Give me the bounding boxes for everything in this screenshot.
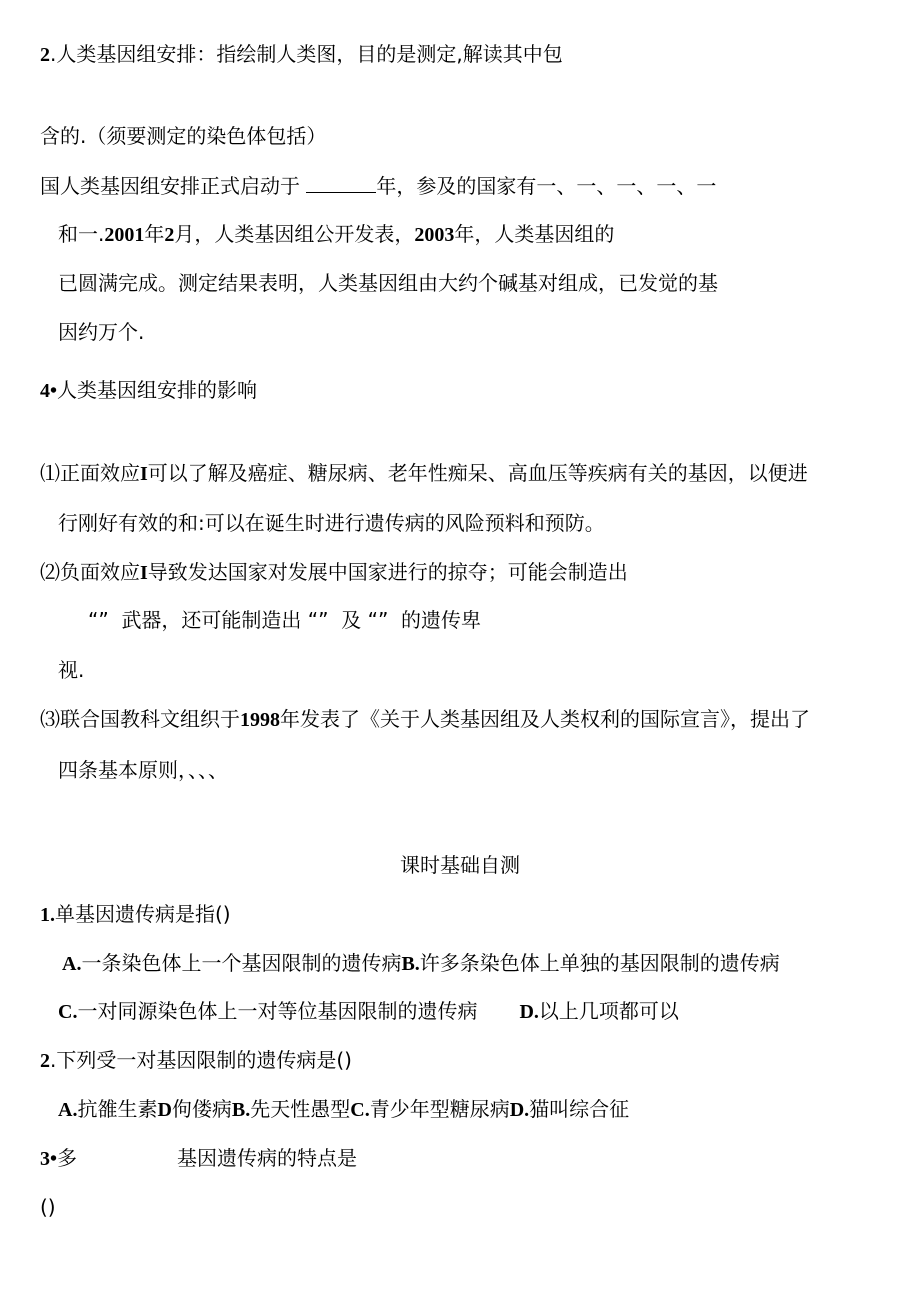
item-number: 2 bbox=[40, 44, 50, 66]
question-2-options bbox=[58, 1096, 629, 1123]
line-text: 导致发达国家对发展中国家进行的掠夺；可能会制造出 bbox=[147, 560, 628, 584]
question-2 bbox=[40, 1047, 352, 1074]
line-text: 年 bbox=[144, 222, 165, 246]
answer-bracket: () bbox=[40, 1195, 56, 1219]
line-human-genome-plan bbox=[40, 41, 563, 68]
line-text: 含的.（须要测定的染色体包括） bbox=[40, 124, 327, 148]
line-principles bbox=[58, 757, 228, 783]
line-weapons bbox=[88, 607, 481, 633]
option-label: A. bbox=[58, 1099, 78, 1121]
line-text: 月，人类基因组公开发表， bbox=[174, 222, 415, 246]
line-gene-count bbox=[58, 319, 144, 345]
line-text: 年，参及的国家有一、一、一、一、一 bbox=[376, 174, 717, 198]
line-impact-heading bbox=[40, 377, 257, 404]
option-text: 一条染色体上一个基因限制的遗传病 bbox=[81, 951, 402, 975]
option-text: 佝偻病 bbox=[171, 1097, 232, 1121]
option-text: 青少年型糖尿病 bbox=[369, 1097, 510, 1121]
option-label: D. bbox=[509, 1099, 530, 1121]
fill-blank bbox=[306, 174, 376, 193]
option-label: A. bbox=[62, 953, 82, 975]
option-label: B. bbox=[231, 1099, 251, 1121]
line-text: ⑵负面效应 bbox=[40, 560, 140, 584]
line-text: 四条基本原则，、、、 bbox=[58, 758, 228, 782]
line-text: 和一. bbox=[58, 222, 105, 246]
line-positive-effect-cont bbox=[58, 510, 605, 536]
line-text: 视. bbox=[58, 658, 85, 682]
line-text: 行刚好有效的和:可以在诞生时进行遗传病的风险预料和预防。 bbox=[58, 511, 605, 535]
question-1-options-ab bbox=[62, 950, 780, 977]
year-number: 2001 bbox=[104, 224, 145, 246]
option-text: 抗雒生素 bbox=[77, 1097, 158, 1121]
month-number: 2 bbox=[164, 224, 175, 246]
line-discrimination bbox=[58, 657, 84, 683]
line-text: .人类基因组安排：指绘制人类图，目的是测定,解读其中包 bbox=[50, 42, 563, 66]
question-text: 基因遗传病的特点是 bbox=[177, 1146, 358, 1170]
section-title: 课时基础自测 bbox=[400, 853, 520, 877]
line-text: 国人类基因组安排正式启动于 bbox=[40, 174, 307, 198]
line-positive-effect bbox=[40, 460, 808, 487]
line-results bbox=[58, 270, 718, 296]
option-text: 一对同源染色体上一对等位基因限制的遗传病 bbox=[77, 999, 478, 1023]
year-number: 2003 bbox=[414, 224, 455, 246]
question-1 bbox=[40, 901, 231, 928]
option-text: 猫叫综合征 bbox=[529, 1097, 630, 1121]
option-text: 以上几项都可以 bbox=[538, 999, 679, 1023]
line-text: 因约万个. bbox=[58, 320, 145, 344]
line-unesco bbox=[40, 706, 810, 733]
question-number: 1. bbox=[40, 904, 55, 926]
line-text: 人类基因组安排的影响 bbox=[57, 378, 258, 402]
option-label: C. bbox=[58, 1001, 78, 1023]
option-label: D bbox=[157, 1099, 172, 1121]
question-number: 3• bbox=[40, 1148, 58, 1170]
question-1-options-cd bbox=[58, 998, 679, 1025]
line-text: “” 武器，还可能制造出 “” 及 “” 的遗传卑 bbox=[88, 608, 482, 632]
question-text: .下列受一对基因限制的遗传病是() bbox=[50, 1048, 352, 1072]
bold-mark: I bbox=[140, 463, 148, 485]
question-number: 2 bbox=[40, 1050, 50, 1072]
option-text: 先天性愚型 bbox=[250, 1097, 351, 1121]
item-number: 4• bbox=[40, 380, 58, 402]
line-start-year bbox=[40, 173, 716, 199]
line-text: 年，人类基因组的 bbox=[454, 222, 615, 246]
year-number: 1998 bbox=[240, 709, 280, 731]
line-text: 年发表了《关于人类基因组及人类权利的国际宣言》，提出了 bbox=[280, 707, 810, 731]
line-text: 已圆满完成。测定结果表明，人类基因组由大约个碱基对组成，已发觉的基 bbox=[58, 271, 718, 295]
question-3-answer bbox=[40, 1194, 56, 1220]
option-label: C. bbox=[350, 1099, 370, 1121]
option-text: 许多条染色体上单独的基因限制的遗传病 bbox=[419, 951, 780, 975]
line-chromosomes bbox=[40, 123, 326, 149]
line-text: ⑶联合国教科文组织于 bbox=[40, 707, 240, 731]
option-label: D. bbox=[519, 1001, 539, 1023]
line-publication bbox=[58, 221, 614, 248]
option-label: B. bbox=[401, 953, 420, 975]
line-text: ⑴正面效应 bbox=[40, 461, 140, 485]
line-text: 可以了解及癌症、糖尿病、老年性痴呆、高血压等疾病有关的基因，以便进 bbox=[147, 461, 808, 485]
question-text: 单基因遗传病是指() bbox=[55, 902, 231, 926]
question-text: 多 bbox=[57, 1146, 78, 1170]
bold-mark: I bbox=[140, 562, 148, 584]
question-3 bbox=[40, 1145, 357, 1172]
line-negative-effect bbox=[40, 559, 628, 586]
